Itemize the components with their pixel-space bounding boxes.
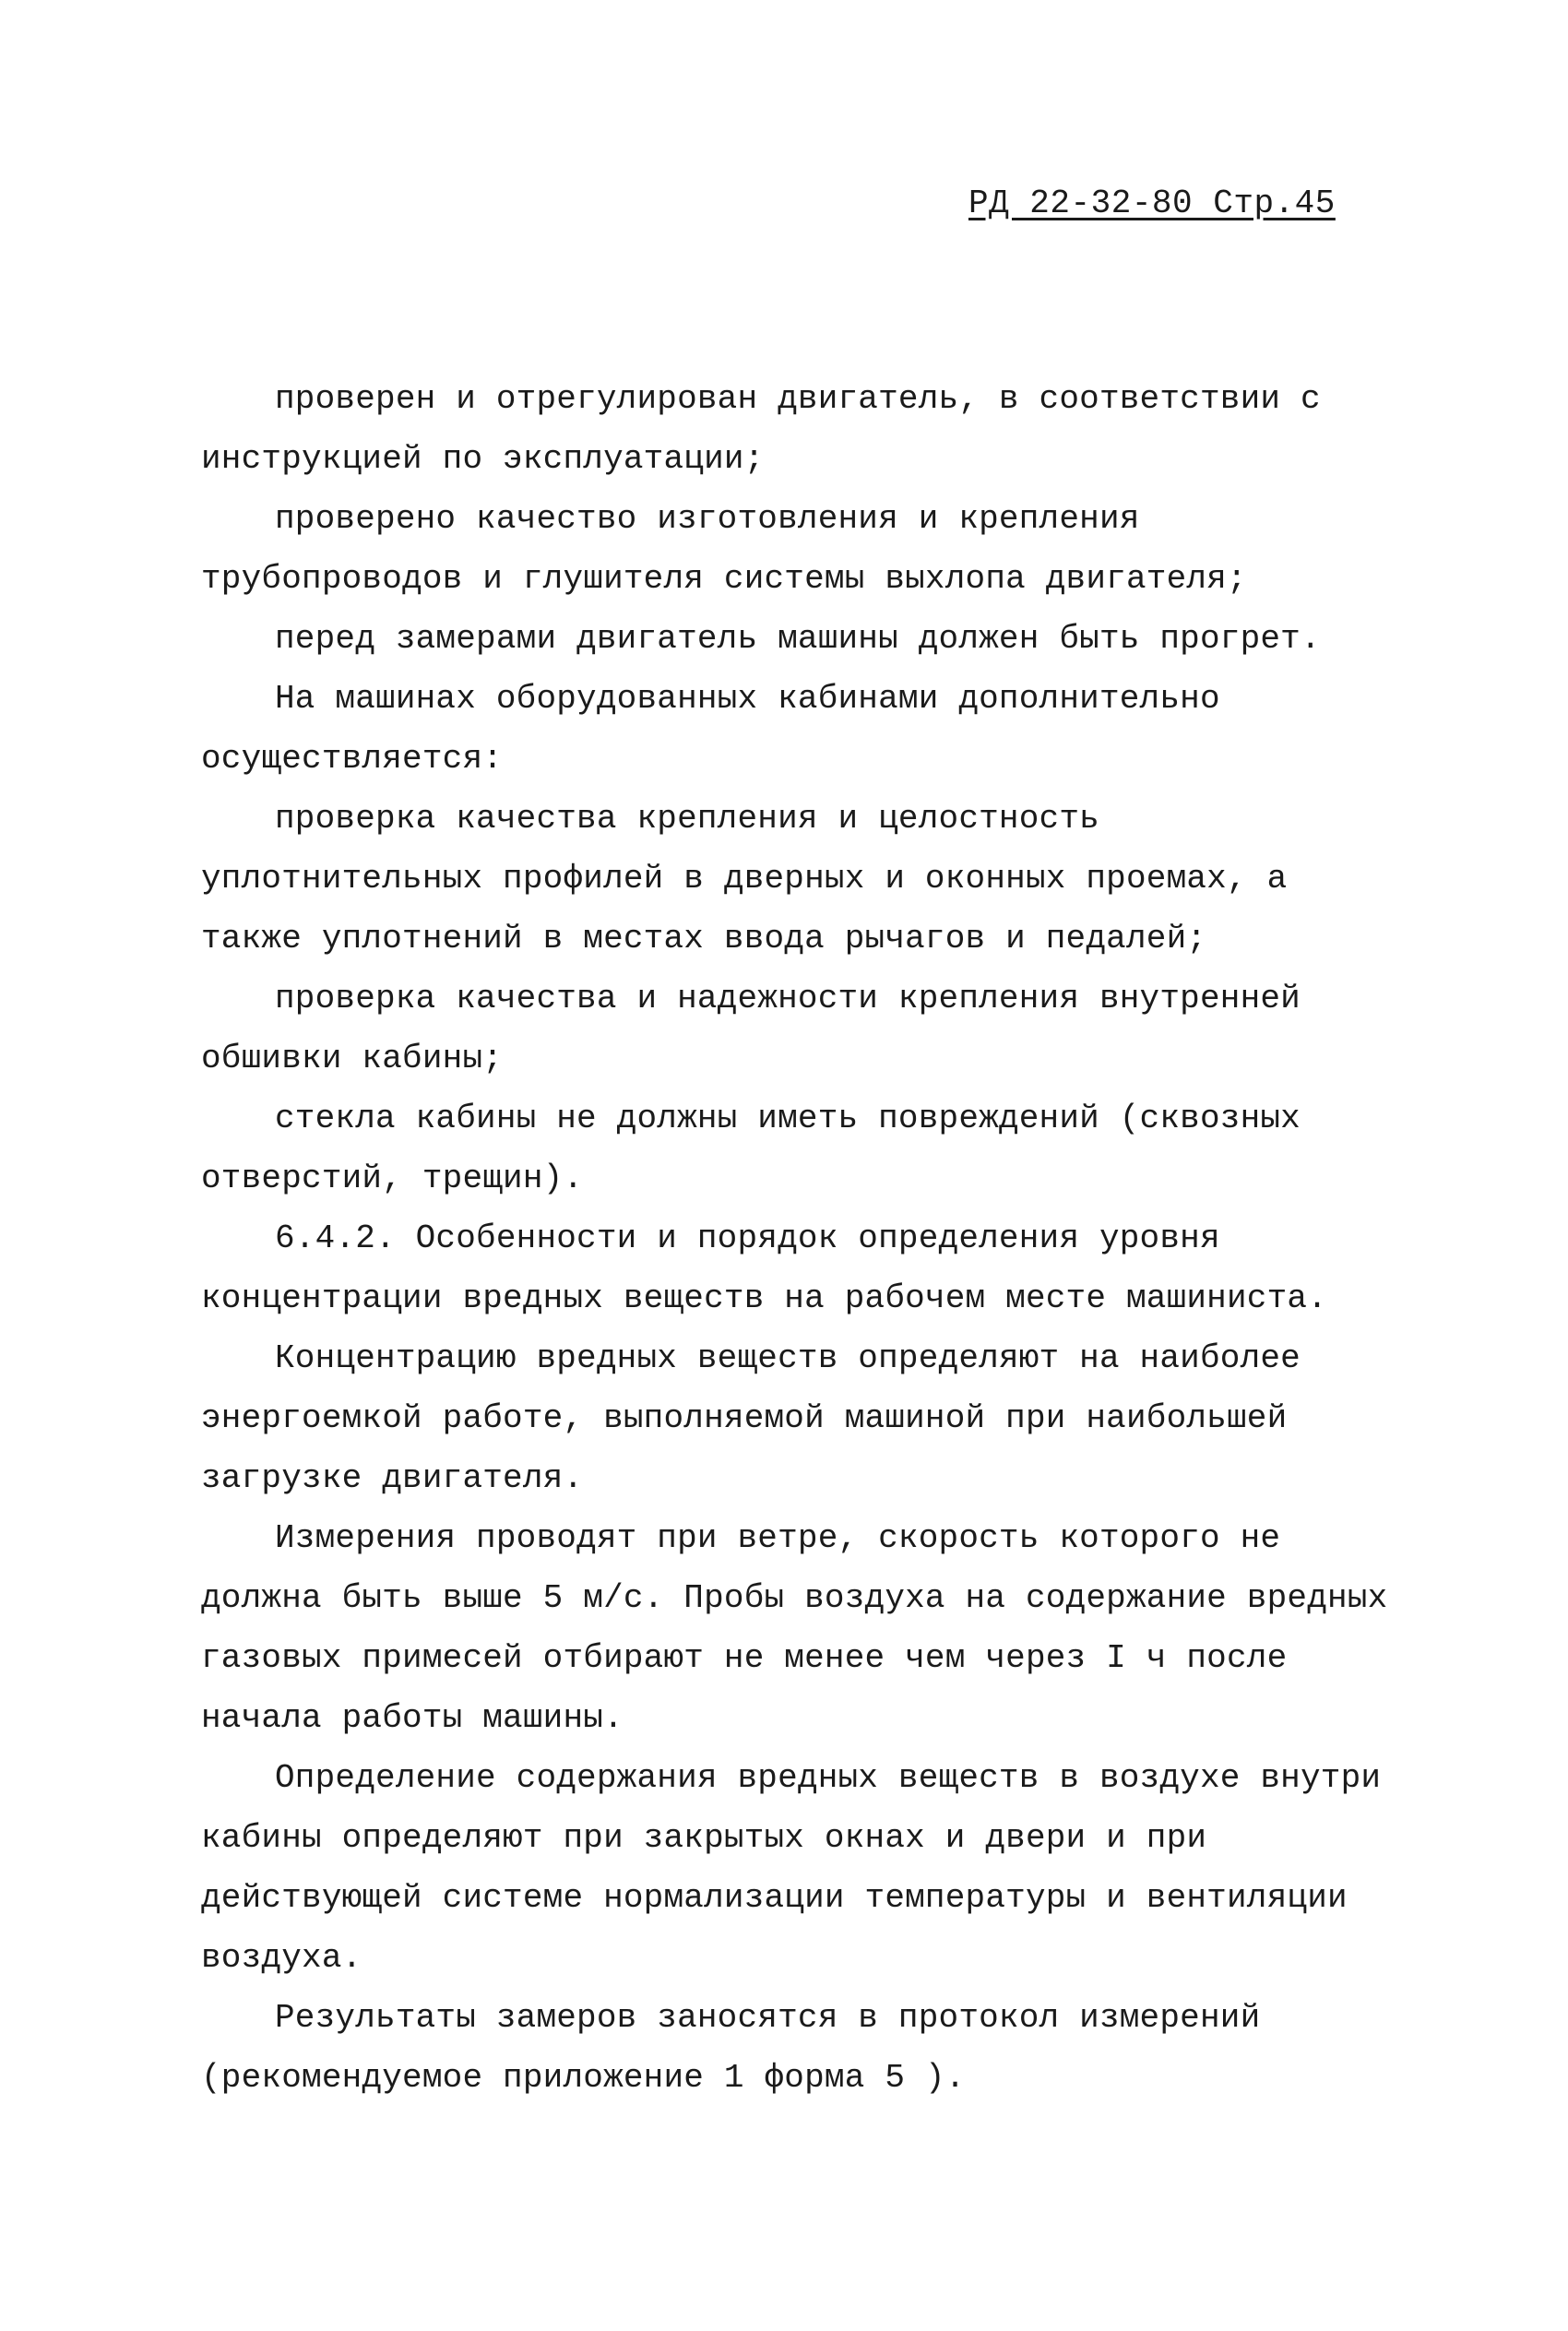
paragraph-cabin-measurement: Определение содержания вредных веществ в воздухе внутри кабины определяют при закрытых окнах и двери и при действующей системе нормализации температуры и вентиляции воздуха. [201,1759,1382,1977]
paragraph-measurement-conditions: Измерения проводят при ветре, скорость которого не должна быть выше 5 м/с. Пробы воздуха на содержание вредных газовых примесей отбирают не менее чем через I ч после начала работы машины. [201,1519,1388,1737]
paragraph-seal-check: проверка качества крепления и целостность уплотнительных профилей в дверных и оконных проемах, а также уплотнений в местах ввода рычагов и педалей; [201,800,1288,957]
paragraph-section-6-4-2: 6.4.2. Особенности и порядок определения уровня концентрации вредных веществ на рабочем месте машиниста. [201,1219,1327,1317]
paragraph-results: Результаты замеров заносятся в протокол измерений (рекомендуемое приложение 1 форма 5 ). [201,1999,1261,2097]
paragraph-lining-check: проверка качества и надежности крепления внутренней обшивки кабины; [201,980,1301,1077]
document-body [201,369,1400,2108]
paragraph-concentration: Концентрацию вредных веществ определяют на наиболее энергоемкой работе, выполняемой машиной при наибольшей загрузке двигателя. [201,1339,1301,1497]
paragraph-glass-check: стекла кабины не должны иметь повреждений (сквозных отверстий, трещин). [201,1100,1301,1197]
paragraph-engine-warmup: перед замерами двигатель машины должен быть прогрет. [275,620,1321,658]
document-header: РД 22-32-80 Стр.45 [968,184,1336,222]
paragraph-exhaust-quality: проверено качество изготовления и крепления трубопроводов и глушителя системы выхлопа двигателя; [201,500,1247,598]
paragraph-cabin-intro: На машинах оборудованных кабинами дополнительно осуществляется: [201,680,1220,778]
paragraph-engine-check: проверен и отрегулирован двигатель, в соответствии с инструкцией по эксплуатации; [201,380,1321,478]
